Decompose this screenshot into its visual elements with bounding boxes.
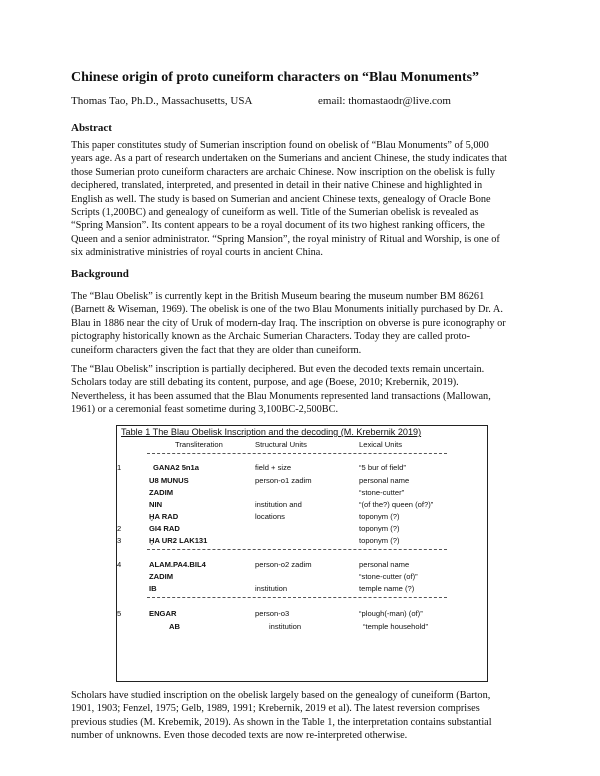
row-number: 3 xyxy=(117,536,122,545)
lexical-cell: toponym (?) xyxy=(359,512,400,521)
text-line: The “Blau Obelisk” inscription is partially deciphered. But even the decoded texts remain uncertain. xyxy=(71,364,485,375)
transliteration-cell: NIN xyxy=(149,500,163,509)
text-line: Blau in 1886 near the city of Uruk of modern-day Iraq. The inscription on obverse is pure iconography or xyxy=(71,317,506,329)
transliteration-cell: ḪA UR2 LAK131 xyxy=(149,536,208,545)
transliteration-cell: ḪA RAD xyxy=(149,512,179,521)
author-email: email: thomastaodr@live.com xyxy=(318,95,451,107)
transliteration-cell: ALAM.PA4.BIL4 xyxy=(149,560,206,569)
row-number: 5 xyxy=(117,609,122,618)
lexical-cell: temple name (?) xyxy=(359,584,415,593)
column-header: Structural Units xyxy=(255,440,307,449)
column-header: Lexical Units xyxy=(359,440,403,449)
background-heading: Background xyxy=(71,268,129,280)
text-line: “Spring Mansion”. Its content appears to be a royal document of its two highest ranking officers, the xyxy=(71,220,485,232)
text-line: those Sumerian proto cuneiform characters are archaic Chinese. Now inscription on the obelisk is fully xyxy=(71,166,496,178)
text-line: 1961) or a ceremonial feast sometime during 3,100BC-2,500BC. xyxy=(71,404,339,416)
lexical-cell: “plough(-man) (of)” xyxy=(359,609,423,618)
transliteration-cell: ZADIM xyxy=(149,572,174,581)
lexical-cell: “stone-cutter” xyxy=(359,488,405,497)
background-paragraph-2 xyxy=(71,363,537,417)
transliteration-cell: AB xyxy=(169,622,180,631)
text-line: (Barnett & Wiseman, 1969). The obelisk is one of the two Blau Monuments initially purchased by Dr. A. xyxy=(71,304,503,316)
text-line: English as well. The study is based on Sumerian and ancient Chinese texts, genealogy of Oracle Bone xyxy=(71,193,491,205)
table-caption: Table 1 The Blau Obelisk Inscription and the decoding (M. Krebernik 2019) xyxy=(121,427,422,437)
lexical-cell: “(of the?) queen (of?)” xyxy=(359,500,434,509)
text-line: six administrative ministries of royal courts in ancient China. xyxy=(71,247,323,259)
abstract-heading: Abstract xyxy=(71,122,112,134)
text-line: years age. As a part of research undertaken on the Sumerians and ancient Chinese, the study indicates that xyxy=(71,153,508,165)
text-line: Scripts (1,200BC) and genealogy of cuneiform as well. Title of the Sumerian obelisk is revealed as xyxy=(71,207,479,219)
text-line: previous studies (M. Krebemik, 2019). As shown in the Table 1, the interpretation contains substantial xyxy=(71,716,492,728)
transliteration-cell: GANA2 5n1a xyxy=(153,463,200,472)
row-number: 1 xyxy=(117,463,122,472)
text-line: pictography historically known as the Archaic Sumerian Characters. Today they are called proto- xyxy=(71,331,471,343)
lexical-cell: “5 bur of field” xyxy=(359,463,406,472)
divider xyxy=(147,549,447,550)
structural-cell: institution xyxy=(255,584,288,593)
transliteration-cell: U8 MUNUS xyxy=(149,476,189,485)
transliteration-cell: ZADIM xyxy=(149,488,174,497)
author-line: Thomas Tao, Ph.D., Massachusetts, USA xyxy=(71,95,253,107)
text-line: Nevertheless, it has been assumed that the Blau Monuments represented land transactions (Mallowan, xyxy=(71,390,491,402)
paper-title: Chinese origin of proto cuneiform characters on “Blau Monuments” xyxy=(71,70,480,85)
decoding-table xyxy=(116,425,488,682)
transliteration-cell: ENGAR xyxy=(149,609,177,618)
divider xyxy=(147,453,447,454)
structural-cell: person-o1 zadim xyxy=(255,476,312,485)
transliteration-cell: GI4 RAD xyxy=(149,524,180,533)
lexical-cell: “temple household” xyxy=(363,622,429,631)
row-number: 2 xyxy=(117,524,122,533)
lexical-cell: personal name xyxy=(359,560,410,569)
structural-cell: institution xyxy=(269,622,302,631)
structural-cell: field + size xyxy=(255,463,292,472)
text-line: Scholars today are still debating its content, purpose, and age (Boese, 2010; Krebernik, 2019). xyxy=(71,377,459,389)
transliteration-cell: IB xyxy=(149,584,157,593)
structural-cell: institution and xyxy=(255,500,302,509)
structural-cell: locations xyxy=(255,512,285,521)
text-line: This paper constitutes study of Sumerian inscription found on obelisk of “Blau Monuments” of 5,000 xyxy=(71,140,489,151)
text-line: Scholars have studied inscription on the obelisk largely based on the genealogy of cuneiform (Barton, xyxy=(71,690,491,701)
structural-cell: person-o2 zadim xyxy=(255,560,312,569)
structural-cell: person-o3 xyxy=(255,609,290,618)
lexical-cell: toponym (?) xyxy=(359,536,400,545)
lexical-cell: personal name xyxy=(359,476,410,485)
text-line: The “Blau Obelisk” is currently kept in the British Museum bearing the museum number BM 86261 xyxy=(71,291,485,302)
text-line: Queen and a senior administrator. “Spring Mansion”, the royal ministry of Ritual and Worship, is one of xyxy=(71,233,500,245)
text-line: number of unknowns. Even those decoded texts are now re-interpreted otherwise. xyxy=(71,730,408,742)
text-line: 1901, 1903; Fenzel, 1975; Gelb, 1989, 1991; Krebernik, 2019 et al). The latest reversion comprises xyxy=(71,703,480,715)
text-line: deciphered, translated, interpreted, and presented in detail in their native Chinese and highlighted in xyxy=(71,180,483,192)
row-number: 4 xyxy=(117,560,122,569)
abstract-paragraph xyxy=(71,139,537,260)
lexical-cell: toponym (?) xyxy=(359,524,400,533)
background-paragraph-1 xyxy=(71,290,537,357)
closing-paragraph xyxy=(71,689,537,743)
lexical-cell: “stone-cutter (of)” xyxy=(359,572,418,581)
text-line: cuneiform characters given the fact that they are older than cuneiform. xyxy=(71,344,362,356)
divider xyxy=(147,597,447,598)
column-header: Transliteration xyxy=(175,440,223,449)
